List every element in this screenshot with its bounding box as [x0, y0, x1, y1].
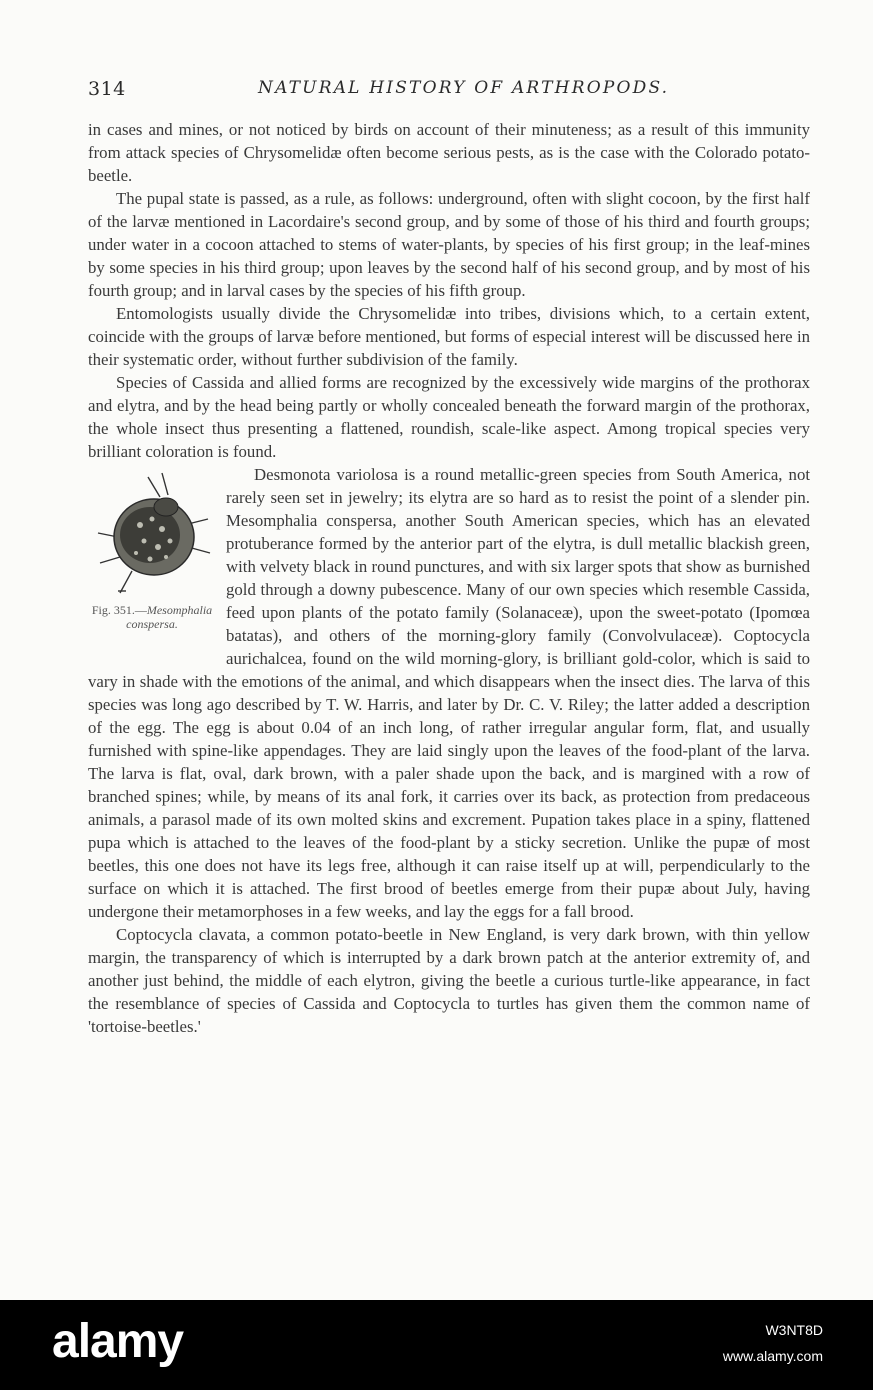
- paragraph-2: The pupal state is passed, as a rule, as follows: underground, often with slight cocoon, by the first half of the larvæ mentioned in Lacordaire's second group, and by some of those of his third and fourth groups; under water in a cocoon attached to stems of water-plants, by species of his first group; in the leaf-mines by some species in his third group; upon leaves by the second half of his second group, and by most of his fourth group; and in larval cases by the species of his fifth group.: [88, 189, 810, 300]
- figure-species: Mesomphalia conspersa.: [126, 603, 213, 631]
- paragraph-4: Species of Cassida and allied forms are recognized by the excessively wide margins of the prothorax and elytra, and by the head being partly or wholly concealed beneath the forward margin of the prothorax, the whole insect thus presenting a flattened, roundish, scale-like aspect. Among tropical species very brilliant coloration is found.: [88, 373, 810, 461]
- running-title: NATURAL HISTORY OF ARTHROPODS.: [258, 78, 670, 98]
- site-url: www.alamy.com: [722, 1348, 823, 1364]
- alamy-logo: alamy: [52, 1315, 184, 1368]
- body-text: [88, 118, 810, 1038]
- paragraph-3: Entomologists usually divide the Chrysomelidæ into tribes, divisions which, to a certain extent, coincide with the groups of larvæ before mentioned, but forms of especial interest will be discussed here in their systematic order, without further subdivision of the family.: [88, 304, 810, 369]
- paragraph-1: in cases and mines, or not noticed by birds on account of their minuteness; as a result of this immunity from attack species of Chrysomelidæ often become serious pests, as is the case with the Colorado potato-beetle.: [88, 120, 810, 185]
- watermark-bar: [0, 1300, 873, 1390]
- paragraph-5: Desmonota variolosa is a round metallic-green species from South America, not rarely seen set in jewelry; its elytra are so hard as to resist the point of a slender pin. Mesomphalia conspersa, another South American species, which has an elevated protuberance formed by the anterior part of the elytra, is dull metallic blackish green, with velvety black in round punctures, and with six larger spots that show as burnished gold through a downy pubescence. Many of our own species which resemble Cassida, feed upon plants of the potato family (Solanaceæ), upon the sweet-potato (Ipomœa batatas), and others of the morning-glory family (Convolvulaceæ). Coptocycla aurichalcea, found on the wild morning-glory, is brilliant gold-color, which is said to vary in shade with the emotions of the animal, and which disappears when the insect dies. The larva of this species was long ago described by T. W. Harris, and later by Dr. C. V. Riley; the latter added a description of the egg. The egg is about 0.04 of an inch long, of rather irregular angular form, flat, and usually furnished with spine-like appendages. They are laid singly upon the leaves of the food-plant of the larva. The larva is flat, oval, dark brown, with a paler shade upon the back, and is margined with a row of branched spines; while, by means of its anal fork, it carries over its back, as protection from predaceous animals, a parasol made of its own molted skins and excrement. Pupation takes place in a spiny, flattened pupa which is attached to the leaves of the food-plant by a sticky secretion. Unlike the pupæ of most beetles, this one does not have its legs free, although it can raise itself up at will, perpendicularly to the surface on which it is attached. The first brood of beetles emerge from their pupæ about July, having undergone their metamorphoses in a few weeks, and lay the eggs for a fall brood.: [88, 465, 810, 921]
- page-number: 314: [88, 78, 126, 100]
- stock-image-id: W3NT8D: [765, 1322, 823, 1338]
- page-header: [88, 78, 808, 102]
- beetle-illustration-icon: [88, 467, 216, 599]
- paragraph-6: Coptocycla clavata, a common potato-beetle in New England, is very dark brown, with thin yellow margin, the transparency of which is interrupted by a dark brown patch at the anterior extremity of, and another just behind, the middle of each elytron, giving the beetle a curious turtle-like appearance, in fact the resemblance of species of Cassida and Coptocycla to turtles has given them the common name of 'tortoise-beetles.': [88, 925, 810, 1036]
- figure-caption: [88, 603, 216, 631]
- figure-351: [88, 467, 216, 647]
- figure-number: Fig. 351.—: [91, 603, 147, 617]
